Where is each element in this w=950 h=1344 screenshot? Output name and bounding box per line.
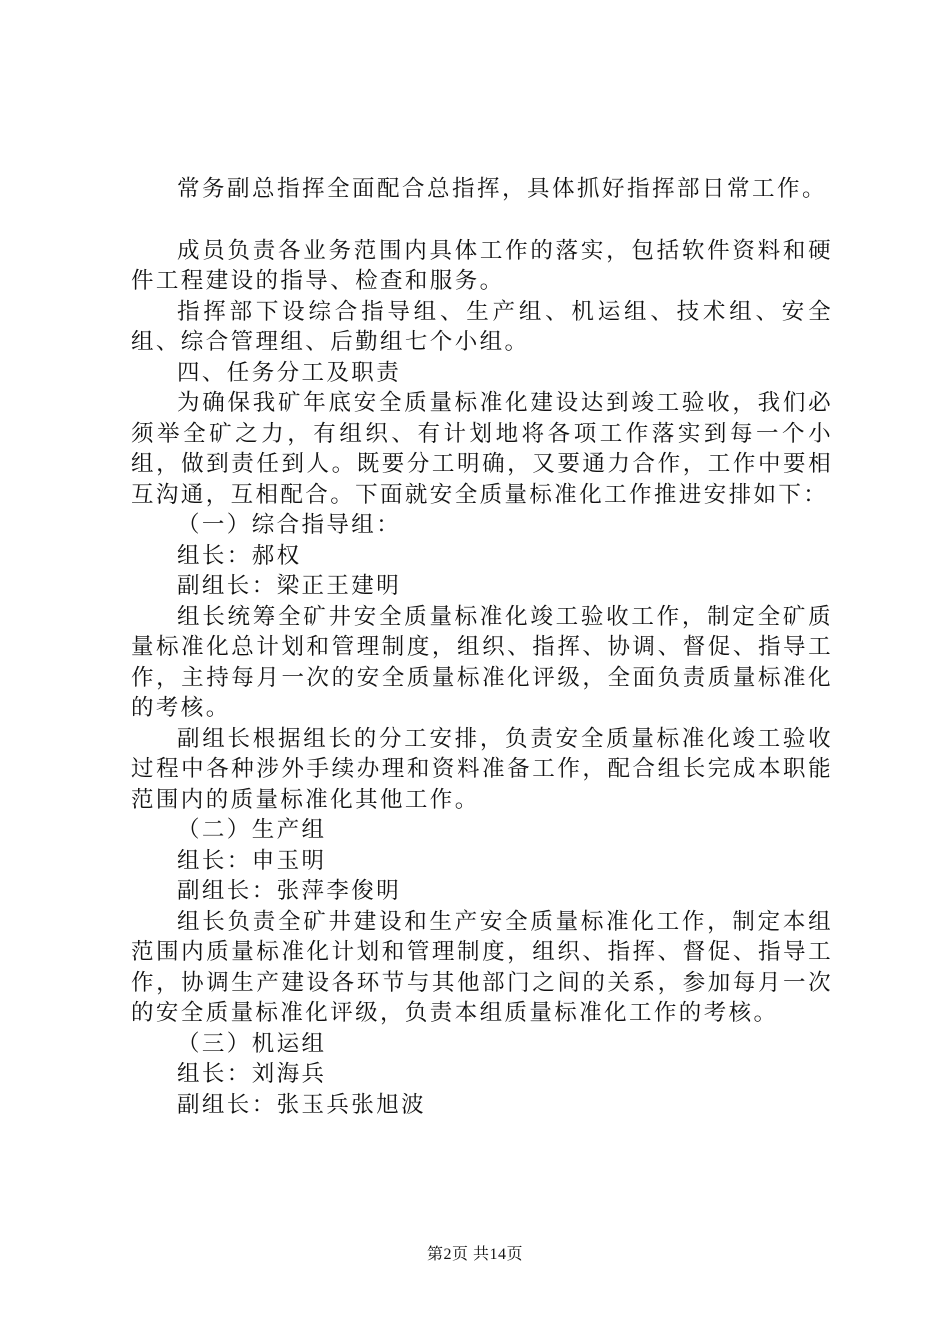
paragraph-members-duty: 成员负责各业务范围内具体工作的落实，包括软件资料和硬件工程建设的指导、检查和服务。 (131, 237, 833, 294)
production-leader-duty: 组长负责全矿井建设和生产安全质量标准化工作，制定本组范围内质量标准化计划和管理制度，组织、指挥、督促、指导工作，协调生产建设各环节与其他部门之间的关系，参加每月一次的安全质量标准化评级，负责本组质量标准化工作的考核。 (131, 908, 833, 1026)
production-group-leader: 组长：申玉明 (177, 847, 327, 874)
mechanical-group-leader: 组长：刘海兵 (177, 1061, 327, 1087)
section-heading-tasks: 四、任务分工及职责 (177, 359, 402, 386)
paragraph-subgroups: 指挥部下设综合指导组、生产组、机运组、技术组、安全组、综合管理组、后勤组七个小组。 (131, 298, 833, 355)
heading-group-mechanical: （三）机运组 (177, 1030, 327, 1057)
paragraph-deputy-commander: 常务副总指挥全面配合总指挥，具体抓好指挥部日常工作。 (177, 176, 828, 202)
heading-group-guidance: （一）综合指导组： (177, 512, 402, 538)
page-number-footer: 第2页 共14页 (426, 1246, 523, 1263)
heading-group-production: （二）生产组 (177, 817, 327, 843)
guidance-leader-duty: 组长统筹全矿井安全质量标准化竣工验收工作，制定全矿质量标准化总计划和管理制度，组织、指挥、协调、督促、指导工作，主持每月一次的安全质量标准化评级，全面负责质量标准化的考核。 (131, 603, 833, 721)
production-group-deputy: 副组长：张萍李俊明 (177, 878, 402, 904)
paragraph-intro-tasks: 为确保我矿年底安全质量标准化建设达到竣工验收，我们必须举全矿之力，有组织、有计划地将各项工作落实到每一个小组，做到责任到人。既要分工明确，又要通力合作，工作中要相互沟通，互相配合。下面就安全质量标准化工作推进安排如下： (131, 390, 833, 508)
document-body (131, 174, 833, 1120)
mechanical-group-deputy: 副组长：张玉兵张旭波 (177, 1091, 427, 1118)
guidance-deputy-duty: 副组长根据组长的分工安排，负责安全质量标准化竣工验收过程中各种涉外手续办理和资料准备工作，配合组长完成本职能范围内的质量标准化其他工作。 (131, 725, 833, 813)
guidance-group-leader: 组长：郝权 (177, 542, 302, 569)
guidance-group-deputy: 副组长：梁正王建明 (177, 573, 402, 599)
